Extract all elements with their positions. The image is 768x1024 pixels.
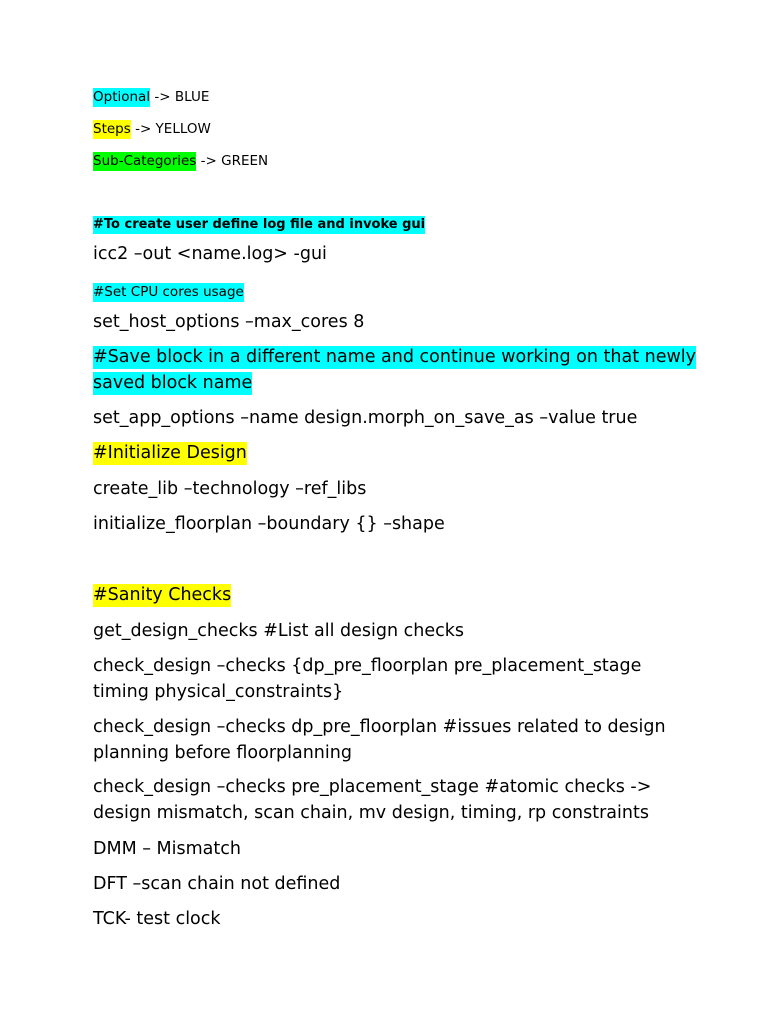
command-create-lib: create_lib –technology –ref_libs	[93, 479, 367, 499]
command-set-host-options: set_host_options –max_cores 8	[93, 312, 365, 332]
command-check-design-2-line1: check_design –checks dp_pre_floorplan #issues related to design	[93, 717, 666, 737]
heading-save-block-1	[93, 347, 696, 369]
legend-subcategories-rest: -> GREEN	[196, 153, 269, 169]
legend-optional-term: Optional	[93, 89, 151, 105]
note-dmm: DMM – Mismatch	[93, 839, 241, 859]
legend-optional	[93, 89, 209, 106]
heading-initialize-design	[93, 443, 247, 465]
legend-steps-rest: -> YELLOW	[130, 121, 211, 137]
command-check-design-2-line2: planning before floorplanning	[93, 743, 352, 763]
command-check-design-1-line1: check_design –checks {dp_pre_floorplan pre_placement_stage	[93, 656, 642, 676]
legend-steps-term: Steps	[93, 121, 131, 137]
note-dft: DFT –scan chain not defined	[93, 874, 341, 894]
heading-log-file	[93, 213, 425, 233]
command-check-design-3-line2: design mismatch, scan chain, mv design, timing, rp constraints	[93, 803, 649, 823]
heading-log-file-text: #To create user define log file and invoke gui	[93, 217, 426, 232]
legend-optional-rest: -> BLUE	[150, 89, 210, 105]
command-set-app-options: set_app_options –name design.morph_on_save_as –value true	[93, 408, 638, 428]
heading-sanity-checks	[93, 585, 231, 607]
legend-subcategories-term: Sub-Categories	[93, 153, 197, 169]
command-check-design-3-line1: check_design –checks pre_placement_stage #atomic checks ->	[93, 777, 652, 797]
command-icc2: icc2 –out <name.log> -gui	[93, 244, 327, 264]
command-check-design-1-line2: timing physical_constraints}	[93, 682, 344, 702]
legend-subcategories	[93, 153, 268, 170]
heading-initialize-design-text: #Initialize Design	[93, 443, 247, 463]
heading-save-block-text-2: saved block name	[93, 373, 253, 393]
heading-sanity-checks-text: #Sanity Checks	[93, 585, 232, 605]
command-initialize-floorplan: initialize_floorplan –boundary {} –shape	[93, 514, 445, 534]
legend-steps	[93, 121, 211, 138]
heading-cpu-cores	[93, 281, 244, 301]
command-get-design-checks: get_design_checks #List all design checks	[93, 621, 465, 641]
heading-save-block-text-1: #Save block in a different name and continue working on that newly	[93, 347, 697, 367]
heading-save-block-2	[93, 373, 252, 395]
note-tck: TCK- test clock	[93, 909, 221, 929]
heading-cpu-cores-text: #Set CPU cores usage	[93, 284, 244, 300]
